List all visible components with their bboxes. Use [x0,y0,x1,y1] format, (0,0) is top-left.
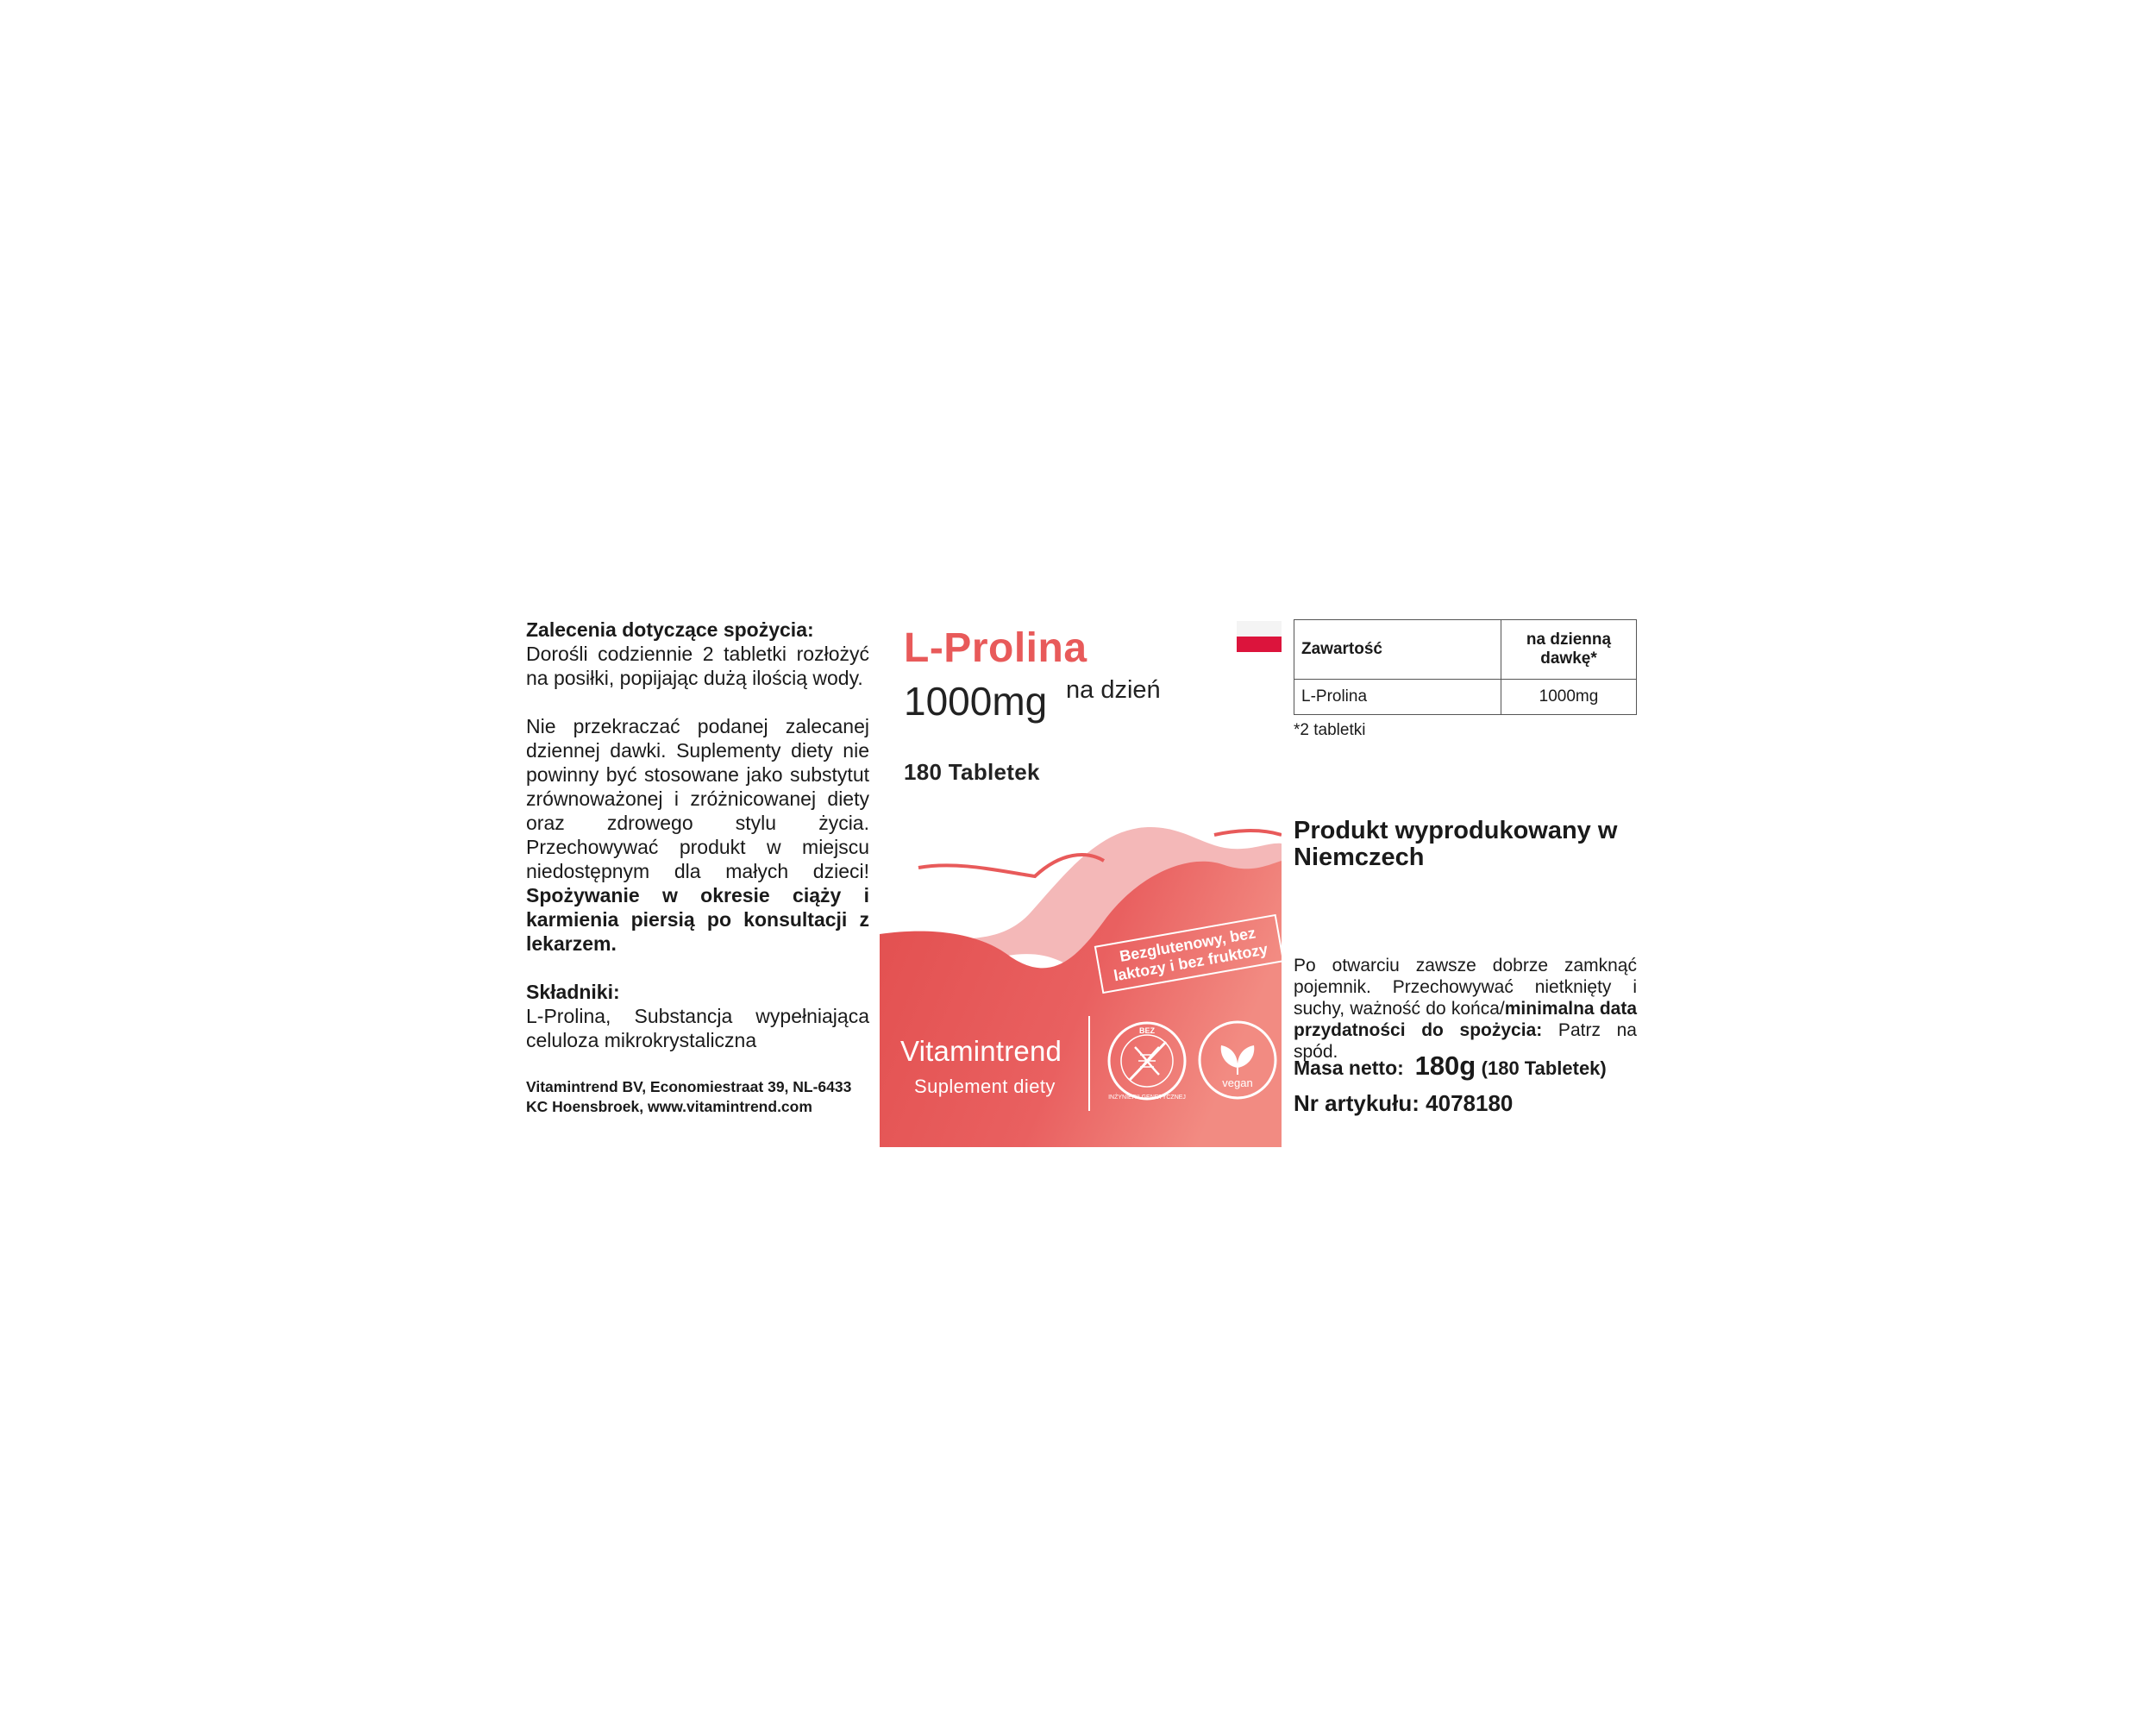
warning-text [526,714,869,956]
net-weight-detail: (180 Tabletek) [1481,1057,1607,1079]
usage-heading: Zalecenia dotyczące spożycia: [526,618,814,641]
article-label: Nr artykułu: [1294,1090,1420,1116]
no-gmo-icon [1100,1014,1194,1107]
warning-bold: Spożywanie w okresie ciąży i karmienia piersią po konsultacji z lekarzem. [526,884,869,955]
vegan-text: vegan [1222,1076,1253,1089]
storage-bold: minimalna data przydatności do spożycia: [1294,999,1637,1040]
usage-section [526,618,869,1052]
table-header-daily-dose: na dzienną dawkę* [1501,620,1637,680]
poland-flag-icon [1237,621,1282,652]
vegan-icon [1195,1018,1280,1102]
gmo-top-text: BEZ [1139,1026,1155,1035]
brand-tagline: Suplement diety [914,1076,1056,1097]
gmo-arc-text: INŻYNIERII GENETYCZNEJ [1108,1095,1186,1101]
article-number [1294,1090,1513,1117]
article-value: 4078180 [1426,1090,1514,1116]
table-cell-amount: 1000mg [1501,680,1637,715]
brand-logo: Vitamintrend [900,1035,1062,1067]
tablet-count: 180 Tabletek [904,759,1040,785]
imprint-line-2: KC Hoensbroek, www.vitamintrend.com [526,1098,812,1115]
dose-value: 1000mg [904,679,1048,724]
net-weight-label: Masa netto: [1294,1057,1404,1079]
ingredients-heading: Składniki: [526,981,620,1003]
net-weight [1294,1051,1607,1082]
table-header-content: Zawartość [1294,620,1501,680]
divider [1088,1016,1090,1111]
storage-text [1294,955,1637,1063]
dose-per-day: na dzień [1066,676,1161,704]
warning-plain: Nie przekraczać podanej zalecanej dziennej dawki. Suplementy diety nie powinny być stosowane jako substytut zrównoważonej i zróżnicowanej diety oraz zdrowego stylu życia. Przechowywać produkt w miejscu niedostępnym dla małych dzieci! [526,715,869,882]
manufacturer-imprint [526,1077,888,1117]
table-header-row [1294,620,1637,680]
nutrition-table [1294,619,1637,715]
made-in-germany: Produkt wyprodukowany w Niemczech [1294,817,1618,871]
table-footnote: *2 tabletki [1294,721,1366,739]
free-from-badge: Bezglutenowy, bez laktozy i bez fruktozy [1094,914,1284,994]
product-name: L-Prolina [904,625,1087,671]
ingredients-text: L-Prolina, Substancja wypełniająca celuloza mikrokrystaliczna [526,1005,869,1051]
usage-text: Dorośli codziennie 2 tabletki rozłożyć na posiłki, popijając dużą ilością wody. [526,643,869,689]
net-weight-value: 180g [1414,1051,1476,1081]
table-row [1294,680,1637,715]
table-cell-ingredient: L-Prolina [1294,680,1501,715]
storage-plain: Po otwarciu zawsze dobrze zamknąć pojemnik. Przechowywać nietknięty i suchy, ważność do końca/ [1294,956,1637,1019]
storage-tail: Patrz na spód. [1294,1020,1637,1062]
imprint-line-1: Vitamintrend BV, Economiestraat 39, NL-6433 [526,1078,852,1095]
product-front-panel [880,618,1282,1147]
